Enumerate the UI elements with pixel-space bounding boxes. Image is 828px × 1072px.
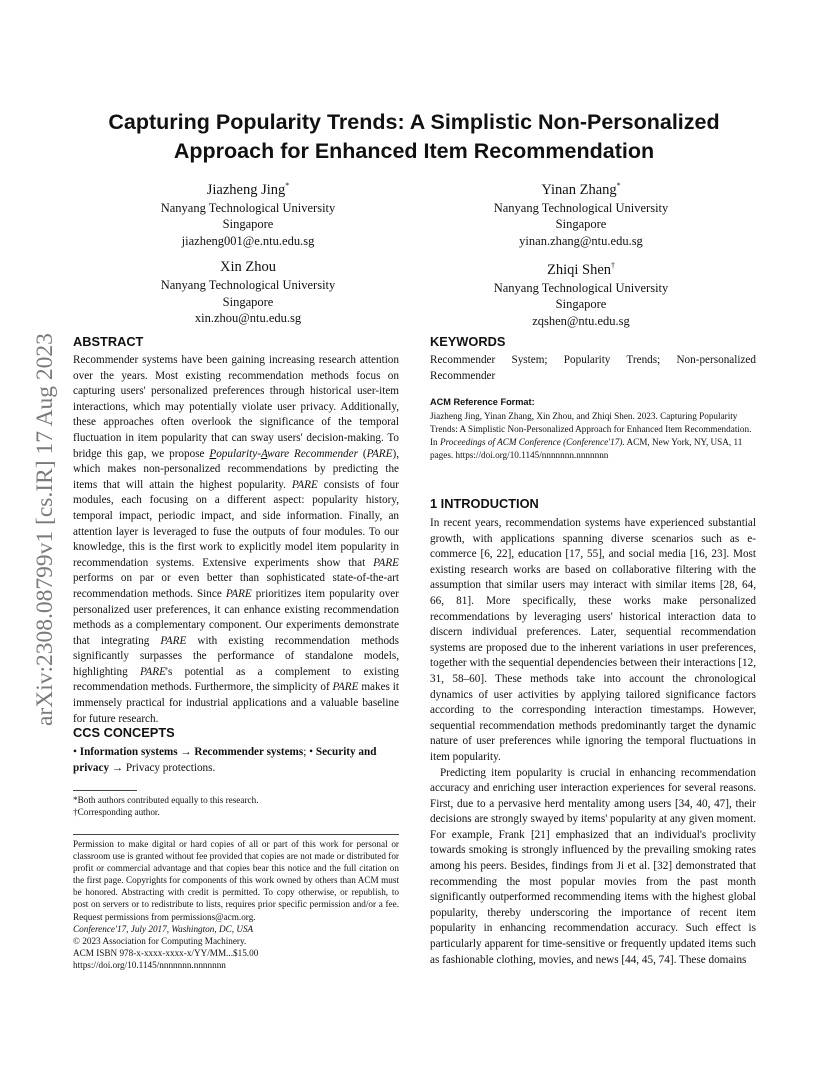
author-country: Singapore (222, 217, 274, 232)
footnote-rule (73, 790, 137, 791)
footnote-corresponding-author: †Corresponding author. (73, 807, 160, 818)
author-mark: * (616, 181, 621, 190)
keywords-text: Recommender System; Popularity Trends; Non-personalized Recommender (430, 354, 756, 382)
author-name: Jiazheng Jing (206, 181, 286, 198)
permission-text: Permission to make digital or hard copies of all or part of this work for personal or classroom use is granted without fee provided that copies are not made or distributed for profit or commercial advantage and that copies bear this notice and the full citation on the first page. Copyrights for components of this work owned by others than ACM must be honored. Abstracting with credit is permitted. To copy otherwise, or republish, to post on servers or to redistribute to lists, requires prior specific permission and/or a fee. Request permissions from permissions@acm.org. (73, 839, 399, 922)
acm-reference-text: Jiazheng Jing, Yinan Zhang, Xin Zhou, and Zhiqi Shen. 2023. Capturing Popularity Trends: A Simplistic Non-Personalized Approach for Enhanced Item Recommendation. In Proceedings of ACM Conference (Conference'17). ACM, New York, NY, USA, 11 pages. https://doi.org/10.1145/nnnnnnn.nnnnnnn (430, 411, 752, 460)
isbn-line: ACM ISBN 978-x-xxxx-xxxx-x/YY/MM...$15.00 (73, 947, 259, 958)
permission-rule (73, 834, 399, 835)
conference-line: Conference'17, July 2017, Washington, DC, USA (73, 923, 254, 934)
paper-title-line-2: Approach for Enhanced Item Recommendation (173, 139, 655, 163)
abstract-section (73, 334, 399, 727)
acm-reference-section (430, 396, 756, 462)
abstract-heading: ABSTRACT (73, 334, 144, 349)
footnotes (73, 794, 399, 818)
paper-title (60, 108, 768, 166)
author-country: Singapore (555, 297, 607, 312)
author-country: Singapore (222, 294, 274, 309)
intro-paragraph-1: In recent years, recommendation systems have experienced substantial growth, with applications spanning diverse scenarios such as e-commerce [6, 22], education [17, 55], and social media [16, 23]. Most existing research works are based on collaborative filtering with the assumption that similar users may interact with similar items [28, 64, 66, 81]. More specifically, these works make personalized recommendations by leveraging users' historical interaction data to discern individual preferences. Later, sequential recommendation systems are proposed due to the inherent variations in user preferences, together with the sequential dependencies between their interactions [12, 31, 58–60]. These methods take into account the chronological dynamics of user activities by applying tailored significance factors according to the corresponding interaction timestamps. However, sequential recommendation methods predominantly target the dynamic nature of user preferences while ignoring the temporal fluctuations in item popularity. (430, 517, 756, 763)
arxiv-identifier-stamp (8, 290, 68, 730)
author-affiliation: Nanyang Technological University (160, 278, 336, 292)
arxiv-identifier-text: arXiv:2308.08799v1 [cs.IR] 17 Aug 2023 (32, 333, 58, 726)
author-email: zqshen@ntu.edu.sg (532, 313, 630, 328)
author-country: Singapore (555, 217, 607, 232)
footnote-equal-contribution: *Both authors contributed equally to this research. (73, 795, 259, 805)
ccs-text: • Information systems → Recommender systems; • Security and privacy → Privacy protections. (73, 746, 377, 774)
author-mark: * (285, 181, 290, 190)
introduction-section (430, 496, 756, 968)
copyright-line: © 2023 Association for Computing Machinery. (73, 935, 247, 946)
intro-paragraph-2: Predicting item popularity is crucial in enhancing recommendation accuracy and enriching user interaction experiences for several reasons. First, due to a pervasive herd mentality among users [34, 40, 47], their decisions are strongly swayed by items' popularity at any given moment. For example, Frank [21] emphasized that an individual's proclivity towards smoking is strongly influenced by the prevailing smoking rates among his peers. Besides, findings from Ji et al. [32] demonstrated that recommending the most popular movies from the past month significantly outperformed recommending items with the highest global popularity, thereby underscoring the importance of recent item popularity in enhancing recommendation accuracy. Such effect is particularly apparent for time-sensitive or frequently updated items such as fashionable clothing, movies, and news [44, 45, 74]. These domains (430, 766, 756, 966)
permission-block (73, 838, 399, 971)
keywords-section (430, 334, 756, 384)
author-name: Zhiqi Shen (546, 261, 612, 278)
author-email: jiazheng001@e.ntu.edu.sg (181, 233, 315, 248)
doi-line: https://doi.org/10.1145/nnnnnnn.nnnnnnn (73, 959, 226, 970)
acm-reference-heading: ACM Reference Format: (430, 397, 535, 407)
author-block-4 (443, 256, 719, 329)
author-email: yinan.zhang@ntu.edu.sg (519, 233, 643, 248)
author-block-3 (110, 258, 386, 327)
introduction-heading: 1 INTRODUCTION (430, 496, 539, 511)
author-affiliation: Nanyang Technological University (160, 200, 336, 215)
keywords-heading: KEYWORDS (430, 334, 506, 349)
author-name: Xin Zhou (220, 259, 276, 275)
author-name: Yinan Zhang (541, 181, 617, 198)
author-email: xin.zhou@ntu.edu.sg (194, 311, 302, 325)
abstract-text: Recommender systems have been gaining increasing research attention over the years. Most existing recommendation methods focus on capturing users' personalized preferences through historical user-item interactions, which may potentially violate user privacy. Additionally, these approaches often overlook the significance of the temporal fluctuation in item popularity that can sway users' decision-making. To bridge this gap, we propose Popularity-Aware Recommender (PARE), which makes non-personalized recommendations by predicting the items that will attain the highest popularity. PARE consists of four modules, each focusing on a different aspect: popularity history, temporal impact, periodic impact, and side information. Finally, an attention layer is leveraged to fuse the outputs of four modules. To our knowledge, this is the first work to explicitly model item popularity in recommendation systems. Extensive experiments show that PARE performs on par or even better than sophisticated state-of-the-art recommendation methods. Since PARE prioritizes item popularity over personalized user preferences, it can enhance existing recommendation methods as a complementary component. Our experiments demonstrate that integrating PARE with existing recommendation methods significantly surpasses the performance of standalone models, highlighting PARE's potential as a complement to existing recommendation methods. Furthermore, the simplicity of PARE makes it immensely practical for industrial applications and a valuable baseline for future research. (73, 354, 400, 725)
author-block-1 (110, 176, 386, 249)
ccs-heading: CCS CONCEPTS (73, 725, 175, 740)
author-affiliation: Nanyang Technological University (493, 200, 669, 215)
author-affiliation: Nanyang Technological University (493, 280, 669, 295)
ccs-concepts-section (73, 725, 399, 776)
author-block-2 (443, 176, 719, 249)
paper-title-line-1: Capturing Popularity Trends: A Simplistic Non-Personalized (108, 110, 720, 134)
author-mark: † (611, 261, 616, 270)
